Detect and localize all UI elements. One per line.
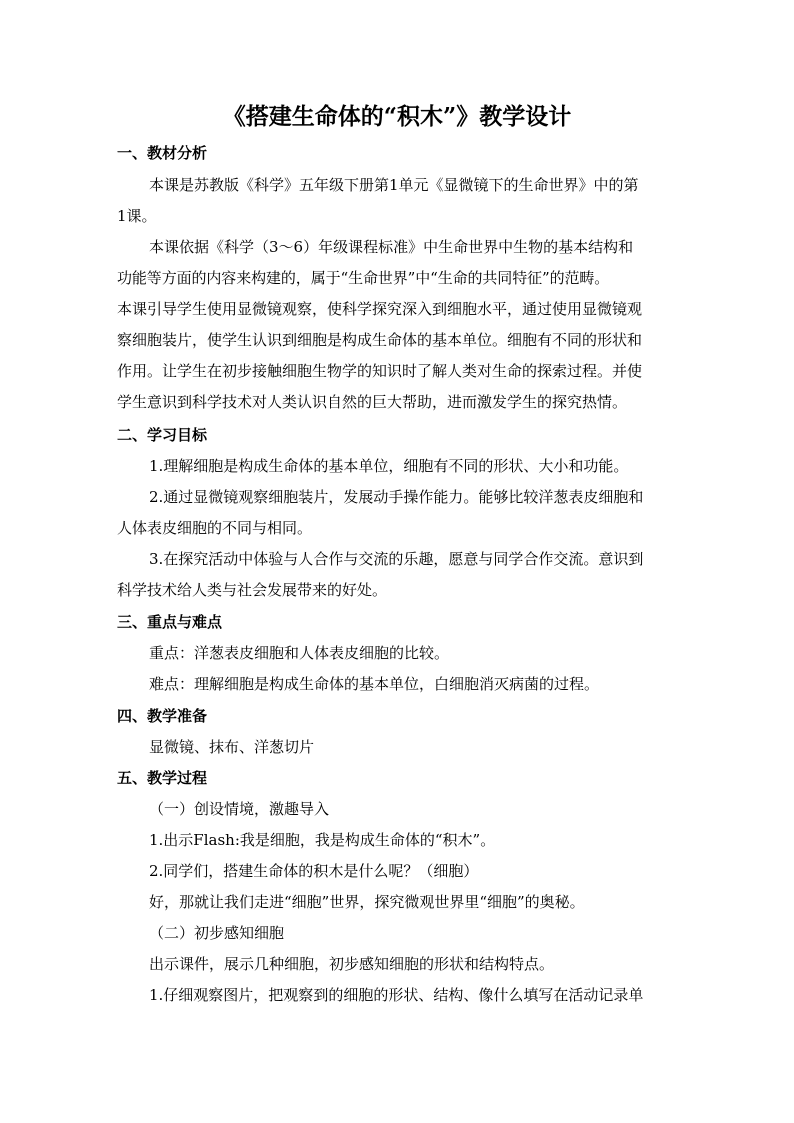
paragraph-line: 出示课件，展示几种细胞，初步感知细胞的形状和结构特点。 bbox=[149, 955, 555, 973]
paragraph-line: 本课是苏教版《科学》五年级下册第1单元《显微镜下的生命世界》中的第 bbox=[149, 176, 639, 194]
paragraph-line: 3.在探究活动中体验与人合作与交流的乐趣，愿意与同学合作交流。意识到 bbox=[149, 550, 644, 568]
paragraph-line: 本课引导学生使用显微镜观察，使科学探究深入到细胞水平，通过使用显微镜观 bbox=[117, 300, 643, 318]
section-heading-textbook-analysis: 一、教材分析 bbox=[117, 144, 208, 162]
paragraph-line: 1.出示Flash:我是细胞，我是构成生命体的“积木”。 bbox=[149, 831, 496, 849]
paragraph-line: 1课。 bbox=[117, 207, 157, 225]
paragraph-line: 显微镜、抹布、洋葱切片 bbox=[149, 738, 315, 756]
section-heading-teaching-process: 五、教学过程 bbox=[117, 769, 208, 787]
section-heading-key-points: 三、重点与难点 bbox=[117, 613, 223, 631]
paragraph-line: 科学技术给人类与社会发展带来的好处。 bbox=[117, 581, 388, 599]
paragraph-line: 2.通过显微镜观察细胞装片，发展动手操作能力。能够比较洋葱表皮细胞和 bbox=[149, 488, 644, 506]
paragraph-line: 1.仔细观察图片，把观察到的细胞的形状、结构、像什么填写在活动记录单 bbox=[149, 986, 644, 1004]
paragraph-line: 2.同学们，搭建生命体的积木是什么呢？（细胞） bbox=[149, 862, 479, 880]
paragraph-line: 功能等方面的内容来构建的，属于“生命世界”中“生命的共同特征”的范畴。 bbox=[117, 269, 610, 287]
paragraph-line: 察细胞装片，使学生认识到细胞是构成生命体的基本单位。细胞有不同的形状和 bbox=[117, 331, 643, 349]
paragraph-line: 难点：理解细胞是构成生命体的基本单位，白细胞消灭病菌的过程。 bbox=[149, 675, 600, 693]
subsection-heading: （二）初步感知细胞 bbox=[149, 924, 285, 942]
paragraph-line: 人体表皮细胞的不同与相同。 bbox=[117, 519, 313, 537]
paragraph-line: 本课依据《科学（3～6）年级课程标准》中生命世界中生物的基本结构和 bbox=[149, 238, 634, 256]
paragraph-line: 好，那就让我们走进“细胞”世界，探究微观世界里“细胞”的奥秘。 bbox=[149, 893, 585, 911]
subsection-heading: （一）创设情境，激趣导入 bbox=[149, 800, 330, 818]
paragraph-line: 1.理解细胞是构成生命体的基本单位，细胞有不同的形状、大小和功能。 bbox=[149, 457, 629, 475]
paragraph-line: 作用。让学生在初步接触细胞生物学的知识时了解人类对生命的探索过程。并使 bbox=[117, 362, 643, 380]
paragraph-line: 重点：洋葱表皮细胞和人体表皮细胞的比较。 bbox=[149, 644, 450, 662]
paragraph-line: 学生意识到科学技术对人类认识自然的巨大帮助，进而激发学生的探究热情。 bbox=[117, 393, 628, 411]
section-heading-preparation: 四、教学准备 bbox=[117, 707, 208, 725]
section-heading-learning-goals: 二、学习目标 bbox=[117, 426, 208, 444]
document-title: 《搭建生命体的“积木”》教学设计 bbox=[222, 103, 572, 130]
